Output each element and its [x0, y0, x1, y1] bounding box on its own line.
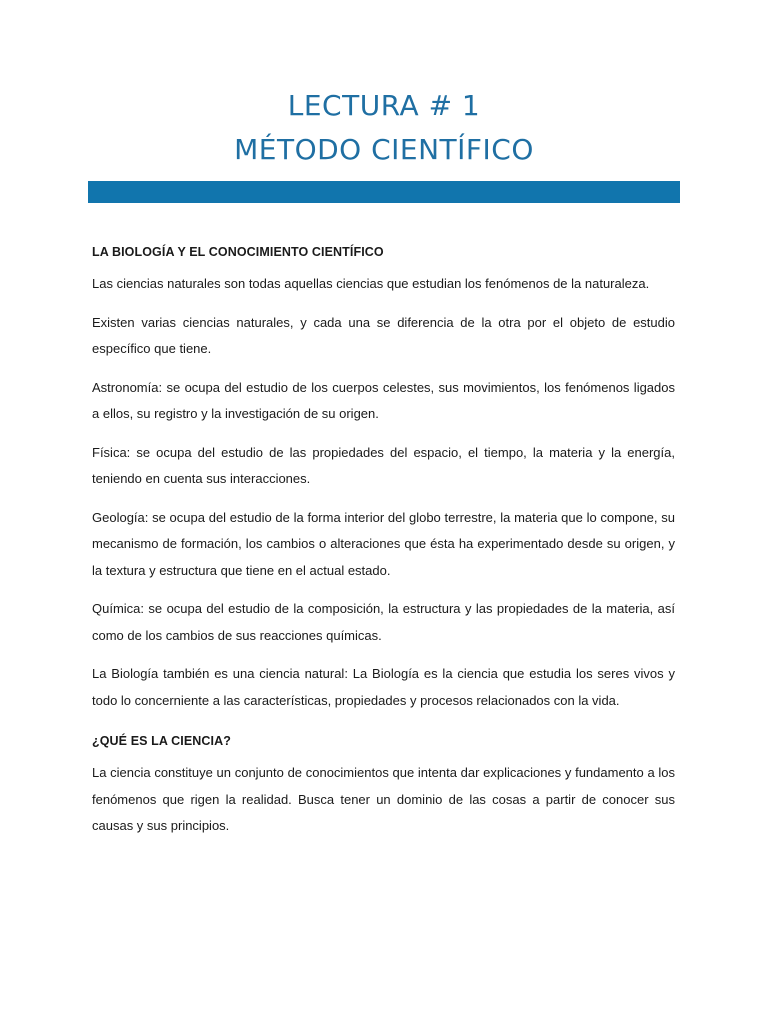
- paragraph-astronomy: Astronomía: se ocupa del estudio de los cuerpos celestes, sus movimientos, los fenómenos ligados a ellos, su registro y la investigación de su origen.: [92, 379, 675, 421]
- paragraph-geology: Geología: se ocupa del estudio de la forma interior del globo terrestre, la materia que lo compone, su mecanismo de formación, los cambios o alteraciones que ésta ha experimentado desde su origen, y la textura y estructura que tiene en el actual estado.: [92, 509, 675, 578]
- title-accent-bar: [88, 181, 680, 203]
- title-line-topic: MÉTODO CIENTÍFICO: [234, 133, 534, 166]
- paragraph-chemistry: Química: se ocupa del estudio de la composición, la estructura y las propiedades de la materia, así como de los cambios de sus reacciones químicas.: [92, 601, 675, 643]
- paragraph-natural-sciences: Las ciencias naturales son todas aquellas ciencias que estudian los fenómenos de la naturaleza.: [92, 276, 650, 291]
- document-body: [92, 243, 675, 852]
- paragraph-biology: La Biología también es una ciencia natural: La Biología es la ciencia que estudia los seres vivos y todo lo concerniente a las características, propiedades y procesos relacionados con la vida.: [92, 666, 675, 708]
- section-heading-what-is-science: ¿QUÉ ES LA CIENCIA?: [92, 734, 231, 748]
- paragraph-science-definition: La ciencia constituye un conjunto de conocimientos que intenta dar explicaciones y fundamento a los fenómenos que rigen la realidad. Busca tener un dominio de las cosas a partir de conocer sus causas y sus principios.: [92, 765, 675, 833]
- section-heading-biology: LA BIOLOGÍA Y EL CONOCIMIENTO CIENTÍFICO: [92, 245, 384, 259]
- paragraph-physics: Física: se ocupa del estudio de las propiedades del espacio, el tiempo, la materia y la energía, teniendo en cuenta sus interacciones.: [92, 444, 675, 486]
- paragraph-varied-sciences: Existen varias ciencias naturales, y cada una se diferencia de la otra por el objeto de estudio específico que tiene.: [92, 314, 675, 356]
- title-line-lecture: LECTURA # 1: [287, 89, 481, 122]
- document-title: [0, 84, 768, 172]
